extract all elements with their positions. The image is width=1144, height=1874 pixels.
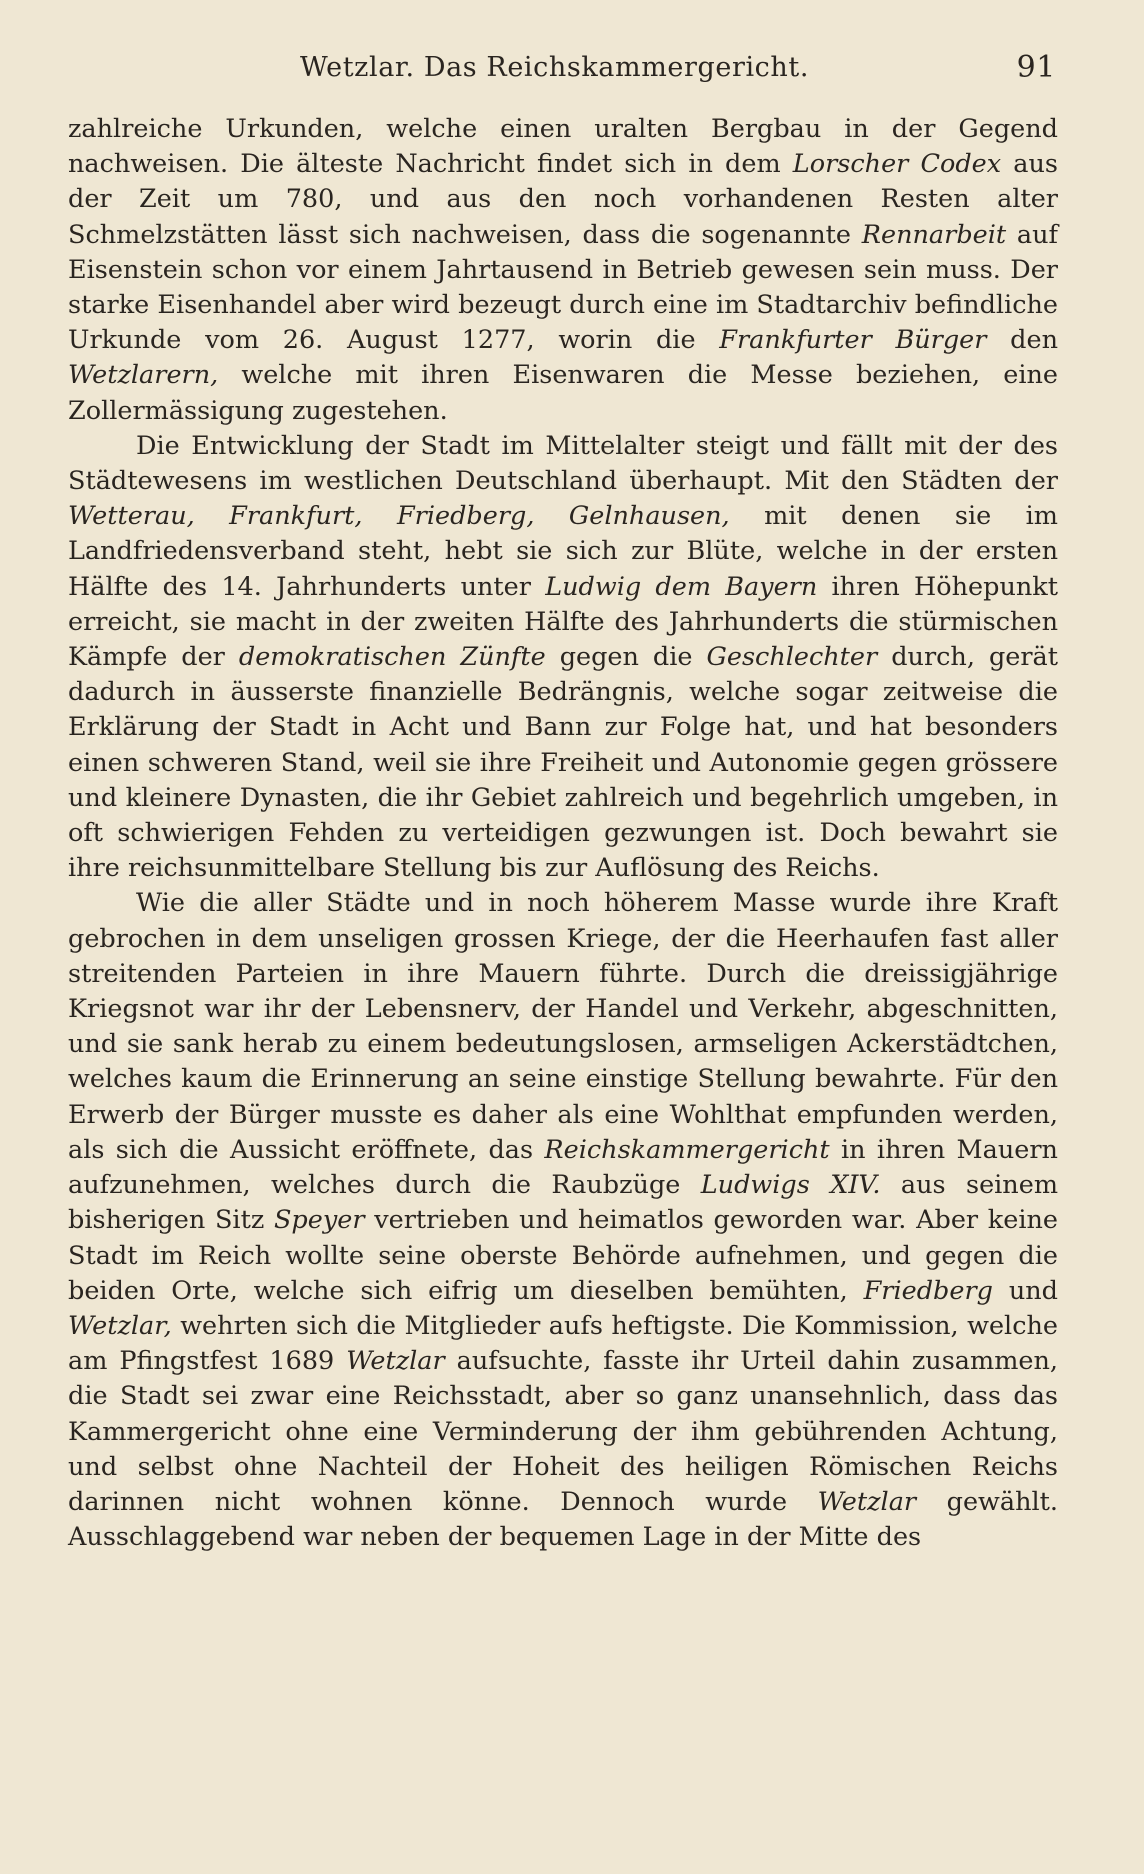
text-run: und xyxy=(992,1275,1058,1306)
text-run: gegen die xyxy=(545,642,707,673)
italic-phrase: Speyer xyxy=(273,1205,365,1236)
italic-phrase: Frankfurter Bürger xyxy=(719,325,987,356)
italic-phrase: Wetzlar xyxy=(346,1346,445,1377)
text-run: zahlreiche Urkunden, welche einen uralten Bergbau in der Gegend nachweisen. Die älteste Nachricht findet sich in dem xyxy=(68,114,1058,180)
italic-phrase: Friedberg xyxy=(863,1275,993,1306)
text-run: ihren Höhepunkt erreicht, sie macht in der zweiten Hälfte des Jahrhunderts die stürmischen Kämpfe der xyxy=(68,571,1059,673)
italic-phrase: Wetzlar, xyxy=(68,1310,172,1341)
text-run: durch, gerät dadurch in äusserste finanzielle Bedrängnis, welche sogar zeitweise die Erklärung der Stadt in Acht und Bann zur Folge hat, und hat besonders einen schweren Stand, weil sie ihre Freiheit und Autonomie gegen grössere und kleinere Dynasten, die ihr Gebiet zahlreich und begehrlich umgeben, in oft schwierigen Fehden zu verteidigen gezwungen ist. Doch bewahrt sie ihre reichsunmittelbare Stellung bis zur Auflösung des Reichs. xyxy=(68,642,1058,884)
italic-phrase: Wetzlarern, xyxy=(68,360,219,391)
text-run: welche mit ihren Eisenwaren die Messe beziehen, eine Zollermässigung zugestehen. xyxy=(68,360,1058,426)
italic-phrase: Wetterau, Frankfurt, Friedberg, Gelnhausen, xyxy=(68,501,730,532)
text-run: auf Eisenstein schon vor einem Jahrtausend in Betrieb gewesen sein muss. Der starke Eisenhandel aber wird bezeugt durch eine im Stadtarchiv befindliche Urkunde vom 26. August 1277, worin die xyxy=(68,219,1058,356)
italic-phrase: Geschlechter xyxy=(706,642,878,673)
running-header xyxy=(300,46,1060,90)
italic-phrase: Reichskammergericht xyxy=(544,1134,830,1165)
text-run: Die Entwicklung der Stadt im Mittelalter steigt und fällt mit der des Städtewesens im westlichen Deutschland überhaupt. Mit den Städten der xyxy=(68,430,1058,497)
text-run: aus der Zeit um 780, und aus den noch vorhandenen Resten alter Schmelzstätten lässt sich nachweisen, dass die sogenannte xyxy=(68,149,1059,250)
text-run: Wie die aller Städte und in noch höherem Masse wurde ihre Kraft gebrochen in dem unseligen grossen Kriege, der die Heerhaufen fast aller streitenden Parteien in ihre Mauern führte. Durch die dreissigjährige Kriegsnot war ihr der Lebensnerv, der Handel und Verkehr, abgeschnitten, und sie sank herab zu einem bedeutungslosen, armseligen Ackerstädtchen, welches kaum die Erinnerung an seine einstige Stellung bewahrte. Für den Erwerb der Bürger musste es daher als eine Wohlthat empfunden werden, als sich die Aussicht eröffnete, das xyxy=(68,888,1058,1165)
paragraph xyxy=(68,886,1058,1555)
text-run: gewählt. Ausschlaggebend war neben der bequemen Lage in der Mitte des xyxy=(68,1486,1059,1553)
text-run: mit denen sie im Landfriedensverband steht, hebt sie sich zur Blüte, welche in der ersten Hälfte des 14. Jahrhunderts unter xyxy=(68,501,1058,602)
italic-phrase: demokratischen Zünfte xyxy=(238,642,546,673)
text-run: vertrieben und heimatlos geworden war. Aber keine Stadt im Reich wollte seine oberste Behörde aufnehmen, und gegen die beiden Orte, welche sich eifrig um dieselben bemühten, xyxy=(68,1205,1059,1306)
running-title: Wetzlar. Das Reichskammergericht. xyxy=(300,52,810,83)
text-run: wehrten sich die Mitglieder aufs heftigste. Die Kommission, welche am Pfingstfest 1689 xyxy=(68,1310,1058,1377)
text-run: aufsuchte, fasste ihr Urteil dahin zusammen, die Stadt sei zwar eine Reichsstadt, aber so ganz unansehnlich, dass das Kammergericht ohne eine Verminderung der ihm gebührenden Achtung, und selbst ohne Nachteil der Hoheit des heiligen Römischen Reichs darinnen nicht wohnen könne. Dennoch wurde xyxy=(68,1346,1058,1517)
italic-phrase: Wetzlar xyxy=(817,1486,917,1517)
paragraph xyxy=(68,429,1058,887)
text-run: in ihren Mauern aufzunehmen, welches durch die Raubzüge xyxy=(68,1134,1058,1201)
text-run: aus seinem bisherigen Sitz xyxy=(68,1170,1059,1236)
italic-phrase: Ludwigs XIV. xyxy=(700,1170,881,1201)
italic-phrase: Ludwig dem Bayern xyxy=(545,571,818,602)
text-run: den xyxy=(986,325,1058,356)
body-text xyxy=(68,112,1058,1555)
page-number: 91 xyxy=(1016,50,1056,85)
italic-phrase: Lorscher Codex xyxy=(792,149,1002,180)
paragraph xyxy=(68,112,1058,429)
italic-phrase: Rennarbeit xyxy=(861,219,1007,250)
